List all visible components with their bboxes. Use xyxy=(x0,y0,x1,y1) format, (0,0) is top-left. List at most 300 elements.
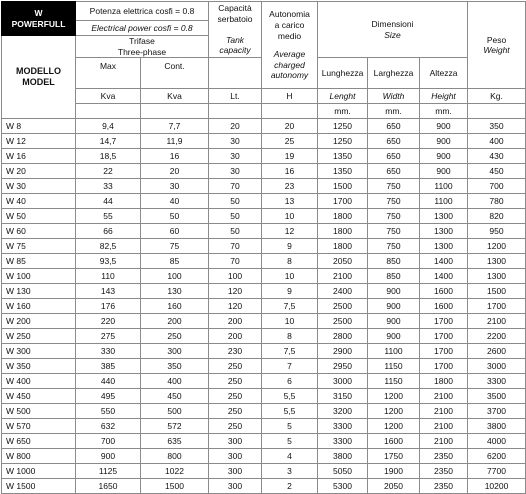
width-cell: 750 xyxy=(368,209,420,224)
auton-en-line-2: charged xyxy=(274,59,305,70)
weight-cell: 400 xyxy=(468,134,526,149)
weight-cell: 700 xyxy=(468,179,526,194)
weight-cell: 1200 xyxy=(468,239,526,254)
max-cell: 176 xyxy=(76,299,141,314)
length-cell: 2900 xyxy=(318,344,368,359)
weight-cell: 350 xyxy=(468,119,526,134)
autonomy-unit: H xyxy=(262,89,318,104)
table-row xyxy=(2,419,526,434)
max-cell: 143 xyxy=(76,284,141,299)
weight-cell: 2200 xyxy=(468,329,526,344)
length-cell: 1250 xyxy=(318,134,368,149)
max-cell: 33 xyxy=(76,179,141,194)
weight-cell: 780 xyxy=(468,194,526,209)
cont-cell: 11,9 xyxy=(141,134,209,149)
auton-cell: 10 xyxy=(262,314,318,329)
length-cell: 1350 xyxy=(318,149,368,164)
max-cell: 44 xyxy=(76,194,141,209)
width-cell: 1750 xyxy=(368,449,420,464)
tank-it-line-2: serbatoio xyxy=(217,14,253,24)
power-it-header: Potenza elettrica cosfi = 0.8 xyxy=(76,2,209,21)
height-cell: 1300 xyxy=(420,209,468,224)
weight-cell: 1300 xyxy=(468,254,526,269)
length-cell: 5300 xyxy=(318,479,368,494)
tank-cell: 250 xyxy=(209,374,262,389)
tank-cell: 200 xyxy=(209,314,262,329)
width-cell: 750 xyxy=(368,179,420,194)
length-cell: 1800 xyxy=(318,239,368,254)
cont-cell: 1500 xyxy=(141,479,209,494)
max-cell: 440 xyxy=(76,374,141,389)
cont-cell: 450 xyxy=(141,389,209,404)
length-cell: 2100 xyxy=(318,269,368,284)
length-cell: 2800 xyxy=(318,329,368,344)
cont-cell: 200 xyxy=(141,314,209,329)
cont-kva-header xyxy=(141,58,209,89)
length-cell: 3150 xyxy=(318,389,368,404)
brand-line-2: POWERFULL xyxy=(11,18,66,29)
weight-cell: 1700 xyxy=(468,299,526,314)
model-en: MODEL xyxy=(22,77,55,88)
dims-it: Dimensioni xyxy=(371,19,414,29)
weight-cell: 950 xyxy=(468,224,526,239)
width-cell: 650 xyxy=(368,164,420,179)
auton-en-line-3: autonomy xyxy=(270,70,309,81)
cont-cell: 500 xyxy=(141,404,209,419)
height-cell: 2350 xyxy=(420,449,468,464)
max-cell: 93,5 xyxy=(76,254,141,269)
phase-it: Trifase xyxy=(129,36,155,46)
width-cell: 1100 xyxy=(368,344,420,359)
cont-cell: 160 xyxy=(141,299,209,314)
width-cell: 750 xyxy=(368,239,420,254)
width-header xyxy=(368,58,420,89)
height-cell: 2100 xyxy=(420,434,468,449)
max-cell: 385 xyxy=(76,359,141,374)
model-cell: W 30 xyxy=(2,179,76,194)
max-kva-header xyxy=(76,58,141,89)
power-en-header: Electrical power cosfi = 0.8 xyxy=(76,21,209,36)
model-cell: W 12 xyxy=(2,134,76,149)
cont-cell: 800 xyxy=(141,449,209,464)
cont-cell: 300 xyxy=(141,344,209,359)
auton-cell: 5 xyxy=(262,434,318,449)
cont-cell: 16 xyxy=(141,149,209,164)
max-cell: 632 xyxy=(76,419,141,434)
auton-cell: 8 xyxy=(262,329,318,344)
max-cell: 700 xyxy=(76,434,141,449)
tank-cell: 300 xyxy=(209,434,262,449)
cont-cell: 250 xyxy=(141,329,209,344)
width-cell: 2050 xyxy=(368,479,420,494)
tank-cell: 70 xyxy=(209,179,262,194)
auton-cell: 7,5 xyxy=(262,344,318,359)
cont-cell: 635 xyxy=(141,434,209,449)
length-cell: 2500 xyxy=(318,314,368,329)
auton-cell: 23 xyxy=(262,179,318,194)
auton-cell: 20 xyxy=(262,119,318,134)
model-cell: W 350 xyxy=(2,359,76,374)
tank-cell: 70 xyxy=(209,239,262,254)
weight-cell: 6200 xyxy=(468,449,526,464)
weight-cell: 450 xyxy=(468,164,526,179)
auton-cell: 7 xyxy=(262,359,318,374)
width-cell: 1900 xyxy=(368,464,420,479)
weight-en: Weight xyxy=(483,45,510,56)
auton-cell: 10 xyxy=(262,209,318,224)
auton-cell: 5,5 xyxy=(262,404,318,419)
tank-it-line-1: Capacità xyxy=(218,3,252,14)
generator-spec-table xyxy=(1,1,526,494)
table-row xyxy=(2,404,526,419)
auton-cell: 25 xyxy=(262,134,318,149)
tank-cell: 30 xyxy=(209,149,262,164)
auton-cell: 10 xyxy=(262,269,318,284)
auton-it-line-1: Autonomia xyxy=(269,9,310,20)
width-cell: 900 xyxy=(368,329,420,344)
max-cell: 14,7 xyxy=(76,134,141,149)
height-unit: mm. xyxy=(420,104,468,119)
width-cell: 1600 xyxy=(368,434,420,449)
auton-cell: 9 xyxy=(262,239,318,254)
model-cell: W 1500 xyxy=(2,479,76,494)
max-cell: 66 xyxy=(76,224,141,239)
unit-blank-4 xyxy=(262,104,318,119)
height-cell: 1300 xyxy=(420,224,468,239)
max-cell: 550 xyxy=(76,404,141,419)
auton-cell: 16 xyxy=(262,164,318,179)
tank-unit: Lt. xyxy=(209,89,262,104)
weight-cell: 3000 xyxy=(468,359,526,374)
tank-cell: 120 xyxy=(209,284,262,299)
max-cell: 1125 xyxy=(76,464,141,479)
width-cell: 650 xyxy=(368,149,420,164)
length-it: Lunghezza xyxy=(321,67,364,78)
weight-cell: 3500 xyxy=(468,389,526,404)
width-cell: 900 xyxy=(368,299,420,314)
weight-unit: Kg. xyxy=(468,89,526,104)
tank-cell: 20 xyxy=(209,119,262,134)
table-row xyxy=(2,389,526,404)
cont-cell: 60 xyxy=(141,224,209,239)
auton-cell: 8 xyxy=(262,254,318,269)
max-label: Max xyxy=(99,61,117,72)
width-cell: 650 xyxy=(368,119,420,134)
table-row xyxy=(2,149,526,164)
cont-cell: 30 xyxy=(141,179,209,194)
model-cell: W 100 xyxy=(2,269,76,284)
unit-blank-2 xyxy=(141,104,209,119)
width-unit: mm. xyxy=(368,104,420,119)
tank-cell: 300 xyxy=(209,479,262,494)
max-cell: 22 xyxy=(76,164,141,179)
length-cell: 3300 xyxy=(318,434,368,449)
height-cell: 1400 xyxy=(420,269,468,284)
kva-unit-1: Kva xyxy=(76,89,141,104)
cont-cell: 7,7 xyxy=(141,119,209,134)
width-cell: 650 xyxy=(368,134,420,149)
max-cell: 220 xyxy=(76,314,141,329)
height-cell: 1600 xyxy=(420,299,468,314)
weight-cell: 2100 xyxy=(468,314,526,329)
tank-cell: 30 xyxy=(209,164,262,179)
height-it: Altezza xyxy=(429,67,458,78)
tank-cell: 70 xyxy=(209,254,262,269)
tank-cell: 230 xyxy=(209,344,262,359)
auton-cell: 13 xyxy=(262,194,318,209)
auton-cell: 3 xyxy=(262,464,318,479)
cont-cell: 400 xyxy=(141,374,209,389)
width-cell: 900 xyxy=(368,314,420,329)
max-cell: 55 xyxy=(76,209,141,224)
weight-cell: 2600 xyxy=(468,344,526,359)
max-cell: 82,5 xyxy=(76,239,141,254)
brand-line-1: W xyxy=(34,7,43,18)
weight-cell: 3700 xyxy=(468,404,526,419)
cont-cell: 572 xyxy=(141,419,209,434)
height-cell: 1100 xyxy=(420,194,468,209)
auton-cell: 5 xyxy=(262,419,318,434)
tank-spacer xyxy=(209,58,262,89)
cont-cell: 1022 xyxy=(141,464,209,479)
model-cell: W 40 xyxy=(2,194,76,209)
width-cell: 750 xyxy=(368,224,420,239)
model-cell: W 20 xyxy=(2,164,76,179)
width-en: Width xyxy=(368,89,420,104)
kva-unit-2: Kva xyxy=(141,89,209,104)
model-cell: W 400 xyxy=(2,374,76,389)
tank-capacity-header xyxy=(209,2,262,58)
table-row xyxy=(2,314,526,329)
length-cell: 3300 xyxy=(318,419,368,434)
dimensions-header xyxy=(318,2,468,58)
model-it: MODELLO xyxy=(16,65,61,76)
model-cell: W 75 xyxy=(2,239,76,254)
tank-cell: 300 xyxy=(209,464,262,479)
width-cell: 1150 xyxy=(368,359,420,374)
height-cell: 1700 xyxy=(420,344,468,359)
height-cell: 900 xyxy=(420,119,468,134)
weight-cell: 4000 xyxy=(468,434,526,449)
length-cell: 2400 xyxy=(318,284,368,299)
width-cell: 750 xyxy=(368,194,420,209)
height-cell: 1300 xyxy=(420,239,468,254)
tank-cell: 100 xyxy=(209,269,262,284)
model-cell: W 50 xyxy=(2,209,76,224)
length-cell: 3000 xyxy=(318,374,368,389)
height-cell: 2100 xyxy=(420,404,468,419)
brand-header-cell xyxy=(2,2,76,36)
auton-en-line-1: Average xyxy=(273,49,306,60)
auton-cell: 6 xyxy=(262,374,318,389)
table-row xyxy=(2,479,526,494)
height-cell: 2100 xyxy=(420,389,468,404)
tank-cell: 120 xyxy=(209,299,262,314)
height-cell: 900 xyxy=(420,134,468,149)
auton-cell: 5,5 xyxy=(262,389,318,404)
tank-cell: 200 xyxy=(209,329,262,344)
length-cell: 2050 xyxy=(318,254,368,269)
table-row xyxy=(2,329,526,344)
tank-en-line-1: Tank xyxy=(225,34,245,45)
weight-cell: 10200 xyxy=(468,479,526,494)
height-cell: 900 xyxy=(420,164,468,179)
max-cell: 330 xyxy=(76,344,141,359)
unit-blank-3 xyxy=(209,104,262,119)
tank-cell: 250 xyxy=(209,359,262,374)
auton-cell: 12 xyxy=(262,224,318,239)
model-cell: W 85 xyxy=(2,254,76,269)
height-cell: 900 xyxy=(420,149,468,164)
table-row xyxy=(2,224,526,239)
height-cell: 1400 xyxy=(420,254,468,269)
height-header xyxy=(420,58,468,89)
spec-table-body xyxy=(2,2,526,494)
weight-cell: 1300 xyxy=(468,269,526,284)
length-cell: 1700 xyxy=(318,194,368,209)
length-en: Lenght xyxy=(318,89,368,104)
length-cell: 2950 xyxy=(318,359,368,374)
model-header xyxy=(2,36,76,119)
cont-cell: 40 xyxy=(141,194,209,209)
tank-cell: 250 xyxy=(209,419,262,434)
cont-cell: 130 xyxy=(141,284,209,299)
table-row xyxy=(2,344,526,359)
length-cell: 3800 xyxy=(318,449,368,464)
cont-cell: 20 xyxy=(141,164,209,179)
model-cell: W 250 xyxy=(2,329,76,344)
weight-cell: 3800 xyxy=(468,419,526,434)
length-unit: mm. xyxy=(318,104,368,119)
height-cell: 2350 xyxy=(420,479,468,494)
model-cell: W 1000 xyxy=(2,464,76,479)
weight-cell: 3300 xyxy=(468,374,526,389)
auton-cell: 9 xyxy=(262,284,318,299)
table-row xyxy=(2,119,526,134)
tank-en-line-2: capacity xyxy=(219,45,251,56)
width-it: Larghezza xyxy=(373,67,414,78)
table-row xyxy=(2,179,526,194)
width-cell: 1150 xyxy=(368,374,420,389)
model-cell: W 570 xyxy=(2,419,76,434)
cont-cell: 85 xyxy=(141,254,209,269)
phase-header xyxy=(76,36,209,58)
auton-cell: 2 xyxy=(262,479,318,494)
length-cell: 1800 xyxy=(318,209,368,224)
width-cell: 1200 xyxy=(368,404,420,419)
weight-cell: 820 xyxy=(468,209,526,224)
length-cell: 1800 xyxy=(318,224,368,239)
height-cell: 1100 xyxy=(420,179,468,194)
tank-cell: 30 xyxy=(209,134,262,149)
tank-cell: 250 xyxy=(209,389,262,404)
weight-cell: 7700 xyxy=(468,464,526,479)
auton-it-line-3: medio xyxy=(277,30,302,41)
table-row xyxy=(2,239,526,254)
weight-it: Peso xyxy=(486,34,507,45)
length-cell: 1250 xyxy=(318,119,368,134)
length-cell: 3200 xyxy=(318,404,368,419)
table-row xyxy=(2,194,526,209)
table-row xyxy=(2,269,526,284)
length-cell: 2500 xyxy=(318,299,368,314)
height-cell: 2100 xyxy=(420,419,468,434)
length-cell: 1500 xyxy=(318,179,368,194)
table-row xyxy=(2,374,526,389)
table-row xyxy=(2,284,526,299)
cont-cell: 75 xyxy=(141,239,209,254)
table-row xyxy=(2,434,526,449)
model-cell: W 130 xyxy=(2,284,76,299)
height-cell: 2350 xyxy=(420,464,468,479)
model-cell: W 450 xyxy=(2,389,76,404)
table-row xyxy=(2,359,526,374)
tank-cell: 50 xyxy=(209,194,262,209)
auton-cell: 4 xyxy=(262,449,318,464)
model-cell: W 60 xyxy=(2,224,76,239)
max-cell: 495 xyxy=(76,389,141,404)
height-cell: 1700 xyxy=(420,314,468,329)
table-row xyxy=(2,449,526,464)
auton-cell: 7,5 xyxy=(262,299,318,314)
width-cell: 850 xyxy=(368,254,420,269)
model-cell: W 650 xyxy=(2,434,76,449)
width-cell: 900 xyxy=(368,284,420,299)
weight-header xyxy=(468,2,526,89)
model-cell: W 500 xyxy=(2,404,76,419)
unit-blank-1 xyxy=(76,104,141,119)
phase-en: Three-phase xyxy=(117,46,167,57)
table-row xyxy=(2,134,526,149)
table-row xyxy=(2,254,526,269)
weight-cell: 1500 xyxy=(468,284,526,299)
max-cell: 110 xyxy=(76,269,141,284)
height-cell: 1800 xyxy=(420,374,468,389)
max-cell: 1650 xyxy=(76,479,141,494)
max-cell: 275 xyxy=(76,329,141,344)
height-cell: 1700 xyxy=(420,329,468,344)
model-cell: W 300 xyxy=(2,344,76,359)
max-cell: 900 xyxy=(76,449,141,464)
auton-it-line-2: a carico xyxy=(274,19,305,30)
auton-cell: 19 xyxy=(262,149,318,164)
tank-cell: 50 xyxy=(209,209,262,224)
table-row xyxy=(2,209,526,224)
model-cell: W 16 xyxy=(2,149,76,164)
table-row xyxy=(2,164,526,179)
tank-cell: 300 xyxy=(209,449,262,464)
model-cell: W 200 xyxy=(2,314,76,329)
height-cell: 1700 xyxy=(420,359,468,374)
model-cell: W 800 xyxy=(2,449,76,464)
cont-cell: 100 xyxy=(141,269,209,284)
tank-cell: 250 xyxy=(209,404,262,419)
tank-cell: 50 xyxy=(209,224,262,239)
height-en: Height xyxy=(420,89,468,104)
weight-cell: 430 xyxy=(468,149,526,164)
cont-label: Cont. xyxy=(164,61,185,72)
cont-cell: 350 xyxy=(141,359,209,374)
table-row xyxy=(2,299,526,314)
height-cell: 1600 xyxy=(420,284,468,299)
width-cell: 1200 xyxy=(368,419,420,434)
dims-en: Size xyxy=(384,29,401,40)
length-cell: 5050 xyxy=(318,464,368,479)
width-cell: 850 xyxy=(368,269,420,284)
model-cell: W 160 xyxy=(2,299,76,314)
cont-cell: 50 xyxy=(141,209,209,224)
unit-blank-5 xyxy=(468,104,526,119)
